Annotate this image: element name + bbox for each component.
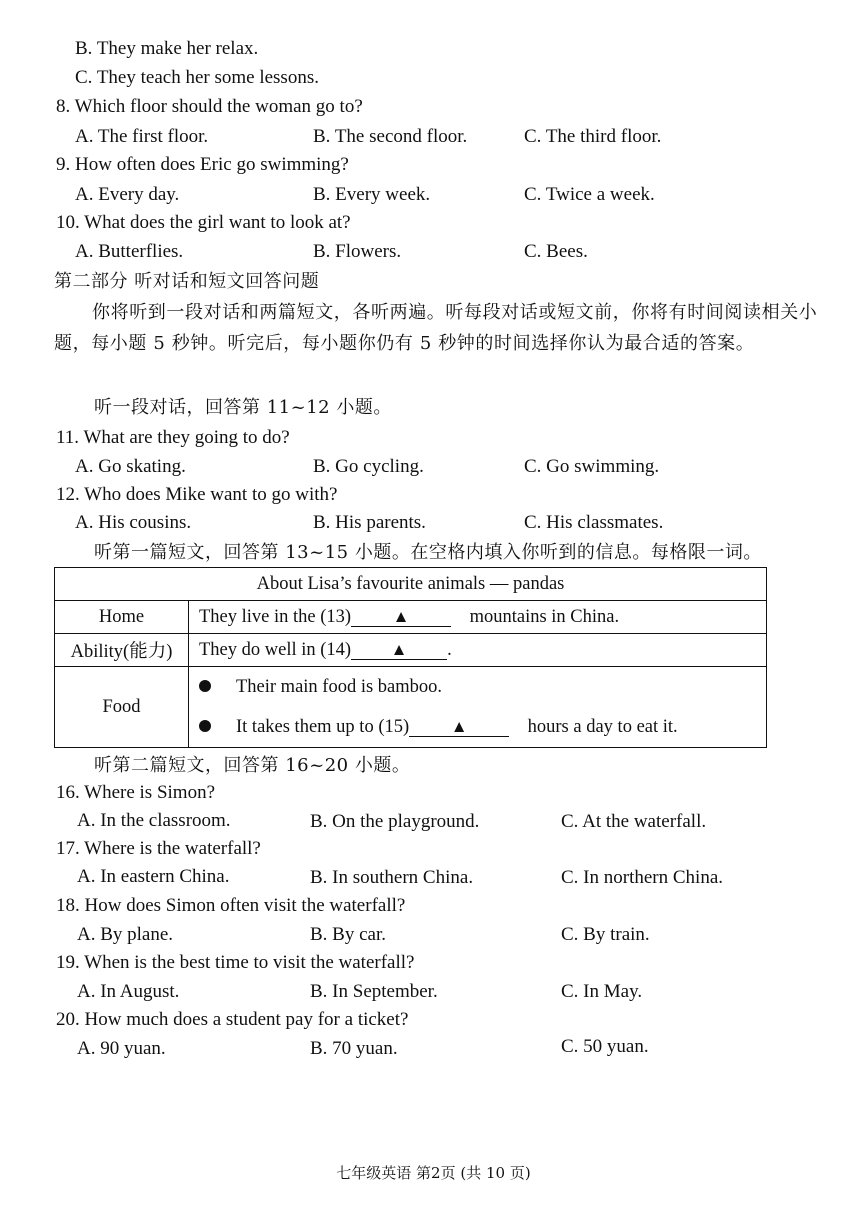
q18-option-b: B. By car.: [310, 924, 386, 945]
question-17: 17. Where is the waterfall?: [56, 838, 261, 859]
q10-option-a: A. Butterflies.: [75, 241, 184, 262]
q11-option-a: A. Go skating.: [75, 456, 186, 477]
ability-text-after: .: [447, 640, 452, 660]
q16-option-a: A. In the classroom.: [77, 810, 231, 831]
q18-option-a: A. By plane.: [77, 924, 174, 945]
q19-option-c: C. In May.: [561, 981, 643, 1002]
q12-option-b: B. His parents.: [313, 512, 426, 533]
q9-option-a: A. Every day.: [75, 184, 180, 205]
q20-option-b: B. 70 yuan.: [310, 1038, 398, 1059]
q11-option-b: B. Go cycling.: [313, 456, 424, 477]
option-b-q7: B. They make her relax.: [75, 38, 259, 59]
home-text-after: mountains in China.: [469, 607, 620, 627]
ability-label: Ability(能力): [55, 634, 189, 667]
blank-14[interactable]: [351, 639, 447, 660]
q10-option-b: B. Flowers.: [313, 241, 402, 262]
q17-option-a: A. In eastern China.: [77, 866, 230, 887]
question-10: 10. What does the girl want to look at?: [56, 212, 351, 233]
food-label: Food: [55, 667, 189, 748]
q16-option-c: C. At the waterfall.: [561, 811, 707, 832]
question-18: 18. How does Simon often visit the waterfall?: [56, 895, 406, 916]
q8-option-b: B. The second floor.: [313, 126, 468, 147]
q9-option-c: C. Twice a week.: [524, 184, 655, 205]
q8-option-a: A. The first floor.: [75, 126, 209, 147]
home-label: Home: [55, 601, 189, 634]
food-line-2-after: hours a day to eat it.: [527, 717, 678, 737]
ability-cell: [189, 634, 767, 667]
q18-option-c: C. By train.: [561, 924, 650, 945]
home-text-before: They live in the (13): [199, 607, 352, 627]
q16-option-b: B. On the playground.: [310, 811, 480, 832]
food-line-1: Their main food is bamboo.: [236, 677, 443, 697]
question-12: 12. Who does Mike want to go with?: [56, 484, 338, 505]
bullet-icon: [199, 680, 211, 692]
question-11: 11. What are they going to do?: [56, 427, 290, 448]
question-9: 9. How often does Eric go swimming?: [56, 154, 349, 175]
section-heading-part2: 第二部分 听对话和短文回答问题: [54, 271, 320, 292]
triangle-icon: ▲: [450, 717, 468, 736]
q17-option-c: C. In northern China.: [561, 867, 724, 888]
question-16: 16. Where is Simon?: [56, 782, 216, 803]
option-c-q7: C. They teach her some lessons.: [75, 67, 319, 88]
blank-13[interactable]: [351, 606, 451, 627]
q20-option-c: C. 50 yuan.: [561, 1036, 649, 1057]
table-title: About Lisa’s favourite animals — pandas: [55, 568, 767, 601]
food-line-2-before: It takes them up to (15): [236, 717, 410, 737]
question-20: 20. How much does a student pay for a ticket?: [56, 1009, 409, 1030]
food-cell: [189, 667, 767, 748]
home-cell: [189, 601, 767, 634]
q12-option-c: C. His classmates.: [524, 512, 664, 533]
bullet-icon: [199, 720, 211, 732]
ability-text-before: They do well in (14): [199, 640, 352, 660]
panda-info-table: [54, 567, 767, 748]
triangle-icon: ▲: [392, 607, 410, 626]
q11-option-c: C. Go swimming.: [524, 456, 660, 477]
part2-instructions: 你将听到一段对话和两篇短文，各听两遍。听每段对话或短文前，你将有时间阅读相关小题，每小题 5 秒钟。听完后，每小题你仍有 5 秒钟的时间选择你认为最合适的答案。: [54, 302, 818, 354]
dialogue-intro: 听一段对话，回答第 11~12 小题。: [94, 397, 392, 418]
q10-option-c: C. Bees.: [524, 241, 588, 262]
question-19: 19. When is the best time to visit the waterfall?: [56, 952, 415, 973]
food-bullet-1: [189, 667, 766, 707]
food-bullet-2: [189, 707, 766, 747]
triangle-icon: ▲: [390, 640, 408, 659]
q9-option-b: B. Every week.: [313, 184, 431, 205]
q8-option-c: C. The third floor.: [524, 126, 662, 147]
q19-option-b: B. In September.: [310, 981, 438, 1002]
q12-option-a: A. His cousins.: [75, 512, 192, 533]
q19-option-a: A. In August.: [77, 981, 180, 1002]
q17-option-b: B. In southern China.: [310, 867, 474, 888]
blank-15[interactable]: [409, 716, 509, 737]
q20-option-a: A. 90 yuan.: [77, 1038, 166, 1059]
passage1-intro: 听第一篇短文，回答第 13~15 小题。在空格内填入你听到的信息。每格限一词。: [94, 542, 762, 563]
passage2-intro: 听第二篇短文，回答第 16~20 小题。: [94, 755, 411, 776]
question-8: 8. Which floor should the woman go to?: [56, 96, 363, 117]
page-footer: 七年级英语 第2页 (共 10 页): [336, 1164, 531, 1182]
